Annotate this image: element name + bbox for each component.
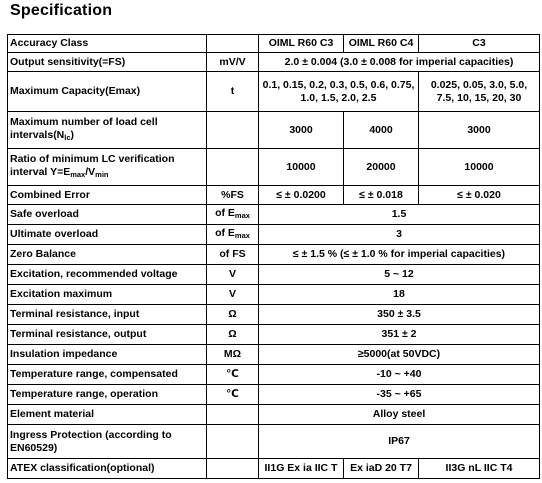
value-output-sensitivity: 2.0 ± 0.004 (3.0 ± 0.008 for imperial capacities) [259,53,540,72]
label-ingress-protection: Ingress Protection (according to EN60529) [8,425,207,459]
row-ultimate-overload [8,225,540,245]
label-ultimate-overload: Ultimate overload [8,225,207,245]
unit-insulation-impedance: MΩ [207,345,259,365]
row-temperature-compensated [8,365,540,385]
label-zero-balance: Zero Balance [8,245,207,265]
value-terminal-resistance-input: 350 ± 3.5 [259,305,540,325]
value-capacity-imperial: 0.025, 0.05, 3.0, 5.0, 7.5, 10, 15, 20, 30 [419,72,540,112]
row-accuracy-class [8,35,540,53]
value-ratio-c3: 10000 [259,149,344,186]
unit-combined-error: %FS [207,186,259,205]
label-accuracy-class: Accuracy Class [8,35,207,53]
value-insulation-impedance: ≥5000(at 50VDC) [259,345,540,365]
unit-terminal-resistance-input: Ω [207,305,259,325]
row-insulation-impedance [8,345,540,365]
row-terminal-resistance-input [8,305,540,325]
unit-excitation-maximum: V [207,285,259,305]
label-excitation-maximum: Excitation maximum [8,285,207,305]
page-title: Specification [10,2,113,19]
unit-verification-ratio [207,149,259,186]
label-element-material: Element material [8,405,207,425]
row-temperature-operation [8,385,540,405]
value-combined-error-c3: ≤ ± 0.0200 [259,186,344,205]
value-accuracy-c3: OIML R60 C3 [259,35,344,53]
value-atex-c4: Ex iaD 20 T7 [344,459,419,479]
value-excitation-maximum: 18 [259,285,540,305]
specification-table [7,34,540,479]
value-ratio-c4: 20000 [344,149,419,186]
row-load-cell-intervals [8,112,540,149]
label-atex-classification: ATEX classification(optional) [8,459,207,479]
row-terminal-resistance-output [8,325,540,345]
row-safe-overload [8,205,540,225]
row-ingress-protection [8,425,540,459]
unit-temperature-operation: ℃ [207,385,259,405]
value-accuracy-c4: OIML R60 C4 [344,35,419,53]
value-atex-c3: II1G Ex ia IIC T [259,459,344,479]
value-element-material: Alloy steel [259,405,540,425]
label-combined-error: Combined Error [8,186,207,205]
value-accuracy-c3-imperial: C3 [419,35,540,53]
value-zero-balance: ≤ ± 1.5 % (≤ ± 1.0 % for imperial capacities) [259,245,540,265]
value-atex-c3-imperial: II3G nL IIC T4 [419,459,540,479]
unit-load-cell-intervals [207,112,259,149]
label-excitation-recommended: Excitation, recommended voltage [8,265,207,285]
value-temperature-operation: -35 ~ +65 [259,385,540,405]
label-safe-overload: Safe overload [8,205,207,225]
unit-element-material [207,405,259,425]
unit-output-sensitivity: mV/V [207,53,259,72]
unit-excitation-recommended: V [207,265,259,285]
label-temperature-operation: Temperature range, operation [8,385,207,405]
label-output-sensitivity: Output sensitivity(=FS) [8,53,207,72]
label-temperature-compensated: Temperature range, compensated [8,365,207,385]
unit-terminal-resistance-output: Ω [207,325,259,345]
row-atex-classification [8,459,540,479]
row-excitation-maximum [8,285,540,305]
label-terminal-resistance-output: Terminal resistance, output [8,325,207,345]
unit-ingress-protection [207,425,259,459]
value-lc-intervals-c4: 4000 [344,112,419,149]
row-maximum-capacity [8,72,540,112]
value-temperature-compensated: -10 ~ +40 [259,365,540,385]
row-zero-balance [8,245,540,265]
value-ratio-c3-imperial: 10000 [419,149,540,186]
value-safe-overload: 1.5 [259,205,540,225]
value-combined-error-c3-imperial: ≤ ± 0.020 [419,186,540,205]
value-terminal-resistance-output: 351 ± 2 [259,325,540,345]
unit-zero-balance: of FS [207,245,259,265]
value-excitation-recommended: 5 ~ 12 [259,265,540,285]
unit-accuracy-class [207,35,259,53]
value-lc-intervals-c3-imperial: 3000 [419,112,540,149]
value-combined-error-c4: ≤ ± 0.018 [344,186,419,205]
unit-atex-classification [207,459,259,479]
unit-temperature-compensated: ℃ [207,365,259,385]
row-verification-ratio [8,149,540,186]
row-excitation-recommended [8,265,540,285]
label-verification-ratio: Ratio of minimum LC verification interval $Y=E_{max}/V_{min}$ [8,149,207,186]
label-load-cell-intervals: Maximum number of load cell $intervals(N_{lc})$ [8,112,207,149]
value-ultimate-overload: 3 [259,225,540,245]
value-lc-intervals-c3: 3000 [259,112,344,149]
label-terminal-resistance-input: Terminal resistance, input [8,305,207,325]
label-insulation-impedance: Insulation impedance [8,345,207,365]
row-output-sensitivity [8,53,540,72]
unit-ultimate-overload: of $E_{max}$ [207,225,259,245]
unit-maximum-capacity: t [207,72,259,112]
label-maximum-capacity: Maximum Capacity(Emax) [8,72,207,112]
unit-safe-overload: of $E_{max}$ [207,205,259,225]
row-element-material [8,405,540,425]
value-ingress-protection: IP67 [259,425,540,459]
value-capacity-oiml: 0.1, 0.15, 0.2, 0.3, 0.5, 0.6, 0.75, 1.0, 1.5, 2.0, 2.5 [259,72,419,112]
row-combined-error [8,186,540,205]
